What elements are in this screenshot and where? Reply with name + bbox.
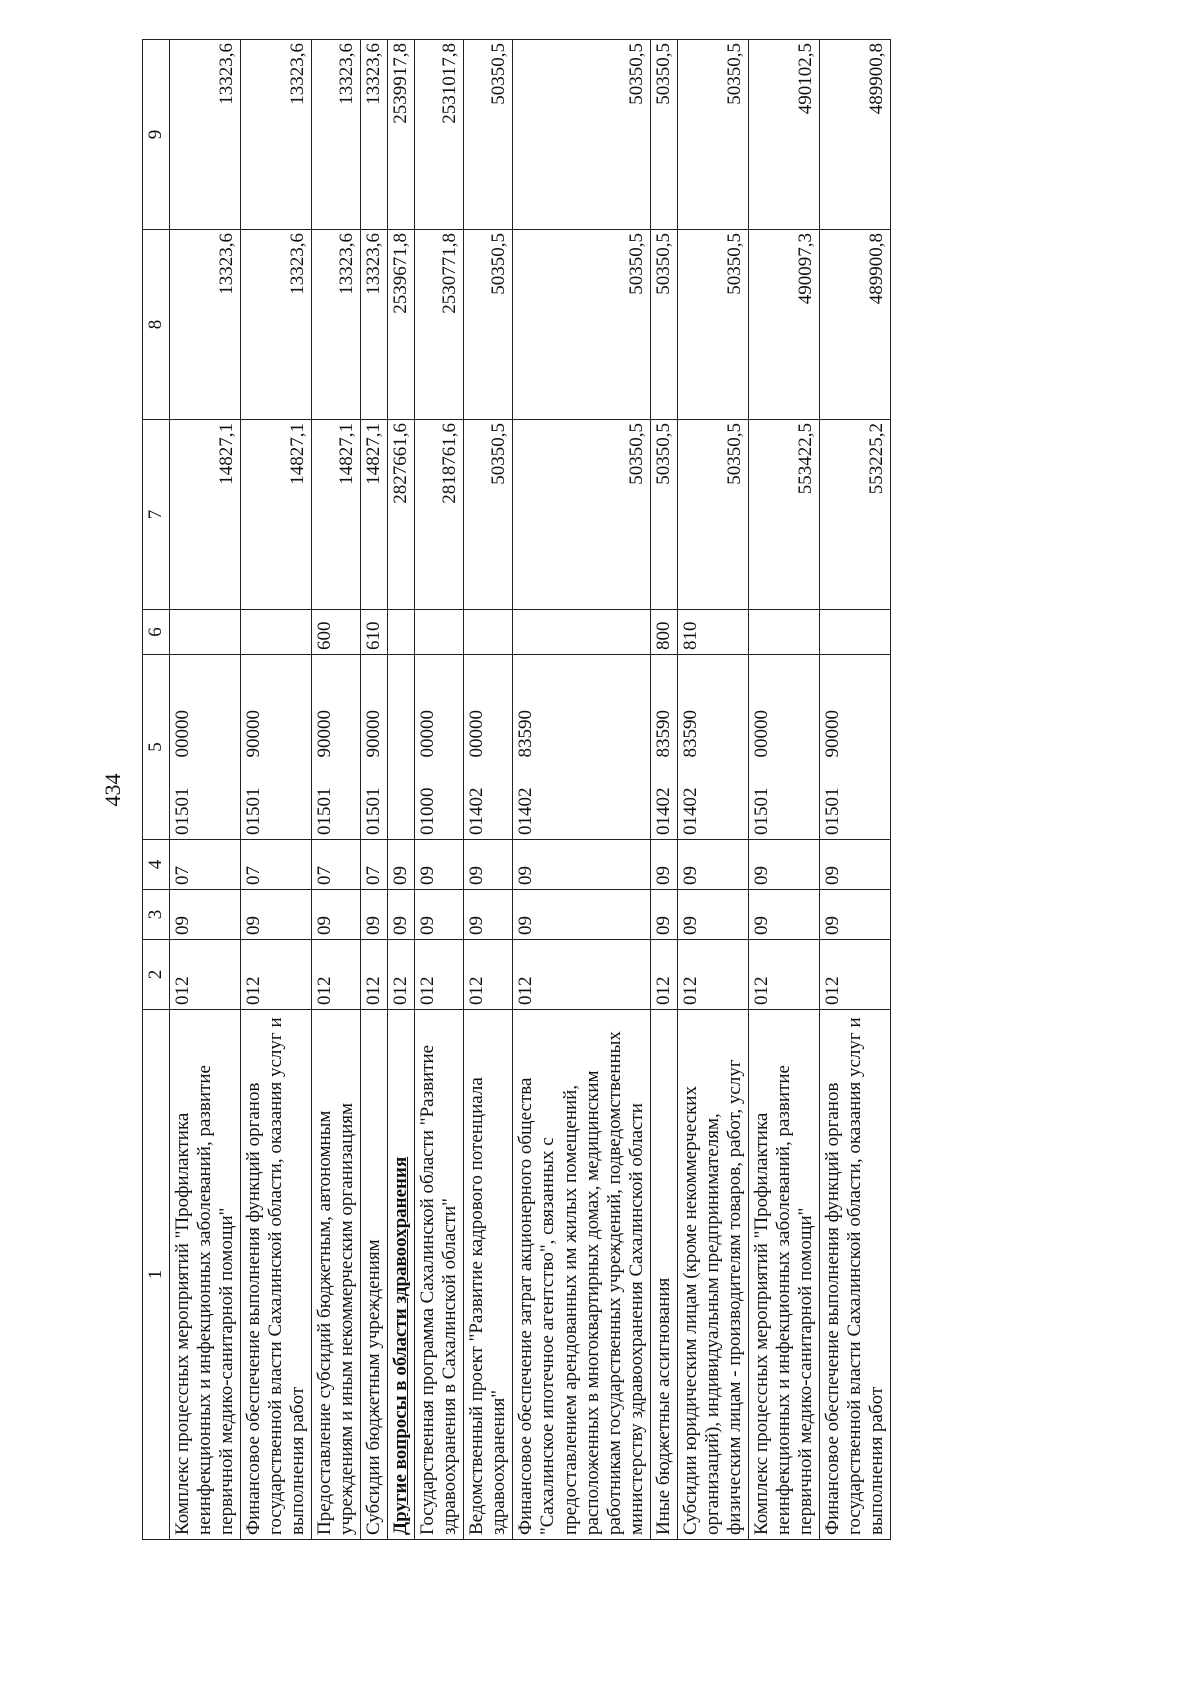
row-name: Иные бюджетные ассигнования (650, 1010, 677, 1540)
col5-program-code: 01402 (652, 787, 674, 835)
col2-cell: 012 (312, 940, 361, 1010)
col9-cell: 2531017,8 (415, 40, 464, 230)
col6-cell: 610 (361, 610, 388, 655)
col4-cell: 07 (170, 840, 241, 890)
col7-cell: 14827,1 (312, 420, 361, 610)
col4-cell: 09 (650, 840, 677, 890)
col5-program-code: 01000 (417, 787, 439, 835)
col5-direction-code: 00000 (417, 710, 439, 758)
col6-cell (464, 610, 513, 655)
col8-cell: 13323,6 (170, 230, 241, 420)
header-row (143, 40, 170, 1540)
col3-cell: 09 (415, 890, 464, 940)
col5-cell (361, 655, 388, 840)
col2-cell: 012 (415, 940, 464, 1010)
col4-cell: 09 (819, 840, 890, 890)
col5-direction-code: 90000 (243, 710, 265, 758)
col5-program-code: 01501 (172, 787, 193, 835)
table-row (415, 40, 464, 1540)
col7-cell: 50350,5 (650, 420, 677, 610)
col7-cell: 2818761,6 (415, 420, 464, 610)
col3-cell: 09 (464, 890, 513, 940)
table-row (819, 40, 890, 1540)
table-row (677, 40, 748, 1540)
col7-cell: 2827661,6 (388, 420, 415, 610)
col5-cell (464, 655, 513, 840)
row-name: Государственная программа Сахалинской области "Развитие здравоохранения в Сахалинской области" (415, 1010, 464, 1540)
col4-cell: 09 (748, 840, 819, 890)
col6-cell (241, 610, 312, 655)
table-row (312, 40, 361, 1540)
col8-cell: 2539671,8 (388, 230, 415, 420)
col9-cell: 13323,6 (170, 40, 241, 230)
row-name: Ведомственный проект "Развитие кадрового потенциала здравоохранения" (464, 1010, 513, 1540)
table-row (388, 40, 415, 1540)
col7-cell: 14827,1 (241, 420, 312, 610)
table-row (650, 40, 677, 1540)
col4-cell: 07 (312, 840, 361, 890)
col3-cell: 09 (312, 890, 361, 940)
col9-cell: 50350,5 (650, 40, 677, 230)
col7-cell: 14827,1 (170, 420, 241, 610)
col3-cell: 09 (388, 890, 415, 940)
col5-direction-code: 00000 (750, 710, 772, 758)
col6-cell (388, 610, 415, 655)
row-name: Другие вопросы в области здравоохранения (388, 1010, 415, 1540)
col2-cell: 012 (241, 940, 312, 1010)
col4-cell: 07 (241, 840, 312, 890)
column-header: 4 (143, 840, 170, 890)
row-name: Финансовое обеспечение выполнения функций органов государственной власти Сахалинской области, оказания услуг и выполнения работ (241, 1010, 312, 1540)
column-header: 6 (143, 610, 170, 655)
col2-cell: 012 (361, 940, 388, 1010)
col5-cell (415, 655, 464, 840)
col3-cell: 09 (748, 890, 819, 940)
col9-cell: 50350,5 (677, 40, 748, 230)
col5-cell (312, 655, 361, 840)
col6-cell (513, 610, 650, 655)
col8-cell: 2530771,8 (415, 230, 464, 420)
col3-cell: 09 (650, 890, 677, 940)
col3-cell: 09 (513, 890, 650, 940)
col6-cell: 600 (312, 610, 361, 655)
column-header: 8 (143, 230, 170, 420)
col5-direction-code: 83590 (652, 710, 674, 758)
col5-program-code: 01501 (314, 787, 336, 835)
row-name: Финансовое обеспечение выполнения функций органов государственной власти Сахалинской области, оказания услуг и выполнения работ (819, 1010, 890, 1540)
col5-cell (677, 655, 748, 840)
row-name: Субсидии юридическим лицам (кроме некоммерческих организаций), индивидуальным предпринимателям, физическим лицам - производителям товаров, работ, услуг (677, 1010, 748, 1540)
col5-cell (170, 655, 241, 840)
col6-cell (748, 610, 819, 655)
col2-cell: 012 (677, 940, 748, 1010)
table-body (170, 40, 891, 1540)
col8-cell: 50350,5 (677, 230, 748, 420)
col4-cell: 09 (388, 840, 415, 890)
col3-cell: 09 (241, 890, 312, 940)
row-name: Финансовое обеспечение затрат акционерного общества "Сахалинское ипотечное агентство", связанных с предоставлением арендованных им жилых помещений, расположенных в многоквартирных домах, медицинским работникам государственных учреждений, подведомственных министерству здравоохранения Сахалинской области (513, 1010, 650, 1540)
col8-cell: 13323,6 (241, 230, 312, 420)
col6-cell (170, 610, 241, 655)
document-page (100, 40, 1150, 1540)
col5-direction-code: 00000 (172, 710, 193, 758)
col7-cell: 14827,1 (361, 420, 388, 610)
col5-program-code: 01402 (515, 787, 537, 835)
col6-cell: 800 (650, 610, 677, 655)
col5-cell (650, 655, 677, 840)
col6-cell: 810 (677, 610, 748, 655)
col9-cell: 2539917,8 (388, 40, 415, 230)
col2-cell: 012 (464, 940, 513, 1010)
page-number: 434 (100, 773, 125, 807)
row-name: Комплекс процессных мероприятий "Профилактика неинфекционных и инфекционных заболеваний, развитие первичной медико-санитарной помощи" (170, 1010, 241, 1540)
col7-cell: 553422,5 (748, 420, 819, 610)
col5-cell (241, 655, 312, 840)
column-header: 9 (143, 40, 170, 230)
col5-direction-code: 00000 (466, 710, 488, 758)
col3-cell: 09 (677, 890, 748, 940)
col8-cell: 13323,6 (361, 230, 388, 420)
col3-cell: 09 (819, 890, 890, 940)
col9-cell: 13323,6 (361, 40, 388, 230)
col6-cell (819, 610, 890, 655)
col2-cell: 012 (748, 940, 819, 1010)
col5-cell (513, 655, 650, 840)
col5-direction-code: 90000 (314, 710, 336, 758)
col5-program-code: 01402 (679, 787, 701, 835)
col5-cell (748, 655, 819, 840)
row-name: Комплекс процессных мероприятий "Профилактика неинфекционных и инфекционных заболеваний, развитие первичной медико-санитарной помощи" (748, 1010, 819, 1540)
table-row (241, 40, 312, 1540)
col9-cell: 490102,5 (748, 40, 819, 230)
budget-table (142, 39, 891, 1540)
col2-cell: 012 (170, 940, 241, 1010)
col8-cell: 50350,5 (650, 230, 677, 420)
col9-cell: 13323,6 (241, 40, 312, 230)
col4-cell: 09 (464, 840, 513, 890)
col4-cell: 09 (677, 840, 748, 890)
col5-direction-code: 83590 (679, 710, 701, 758)
table-row (464, 40, 513, 1540)
col5-cell (388, 655, 415, 840)
col2-cell: 012 (819, 940, 890, 1010)
col5-program-code: 01402 (466, 787, 488, 835)
col8-cell: 489900,8 (819, 230, 890, 420)
col5-direction-code: 90000 (363, 710, 385, 758)
col5-program-code: 01501 (750, 787, 772, 835)
col4-cell: 09 (513, 840, 650, 890)
col5-cell (819, 655, 890, 840)
col7-cell: 50350,5 (464, 420, 513, 610)
column-header: 7 (143, 420, 170, 610)
table-row (170, 40, 241, 1540)
col2-cell: 012 (650, 940, 677, 1010)
rotated-page-content (100, 40, 1150, 1540)
col5-program-code: 01501 (363, 787, 385, 835)
col4-cell: 09 (415, 840, 464, 890)
column-header: 1 (143, 1010, 170, 1540)
row-name: Субсидии бюджетным учреждениям (361, 1010, 388, 1540)
col3-cell: 09 (361, 890, 388, 940)
col8-cell: 50350,5 (513, 230, 650, 420)
col3-cell: 09 (170, 890, 241, 940)
col5-direction-code: 90000 (821, 710, 843, 758)
table-row (361, 40, 388, 1540)
col4-cell: 07 (361, 840, 388, 890)
col2-cell: 012 (388, 940, 415, 1010)
col8-cell: 13323,6 (312, 230, 361, 420)
col9-cell: 50350,5 (464, 40, 513, 230)
col8-cell: 50350,5 (464, 230, 513, 420)
table-row (748, 40, 819, 1540)
col9-cell: 50350,5 (513, 40, 650, 230)
col5-program-code: 01501 (243, 787, 265, 835)
col6-cell (415, 610, 464, 655)
col7-cell: 553225,2 (819, 420, 890, 610)
col2-cell: 012 (513, 940, 650, 1010)
col9-cell: 489900,8 (819, 40, 890, 230)
col5-direction-code: 83590 (515, 710, 537, 758)
column-header: 2 (143, 940, 170, 1010)
column-header: 5 (143, 655, 170, 840)
col7-cell: 50350,5 (513, 420, 650, 610)
col5-program-code: 01501 (821, 787, 843, 835)
column-header: 3 (143, 890, 170, 940)
col7-cell: 50350,5 (677, 420, 748, 610)
col9-cell: 13323,6 (312, 40, 361, 230)
col8-cell: 490097,3 (748, 230, 819, 420)
table-row (513, 40, 650, 1540)
row-name: Предоставление субсидий бюджетным, автономным учреждениям и иным некоммерческим организациям (312, 1010, 361, 1540)
